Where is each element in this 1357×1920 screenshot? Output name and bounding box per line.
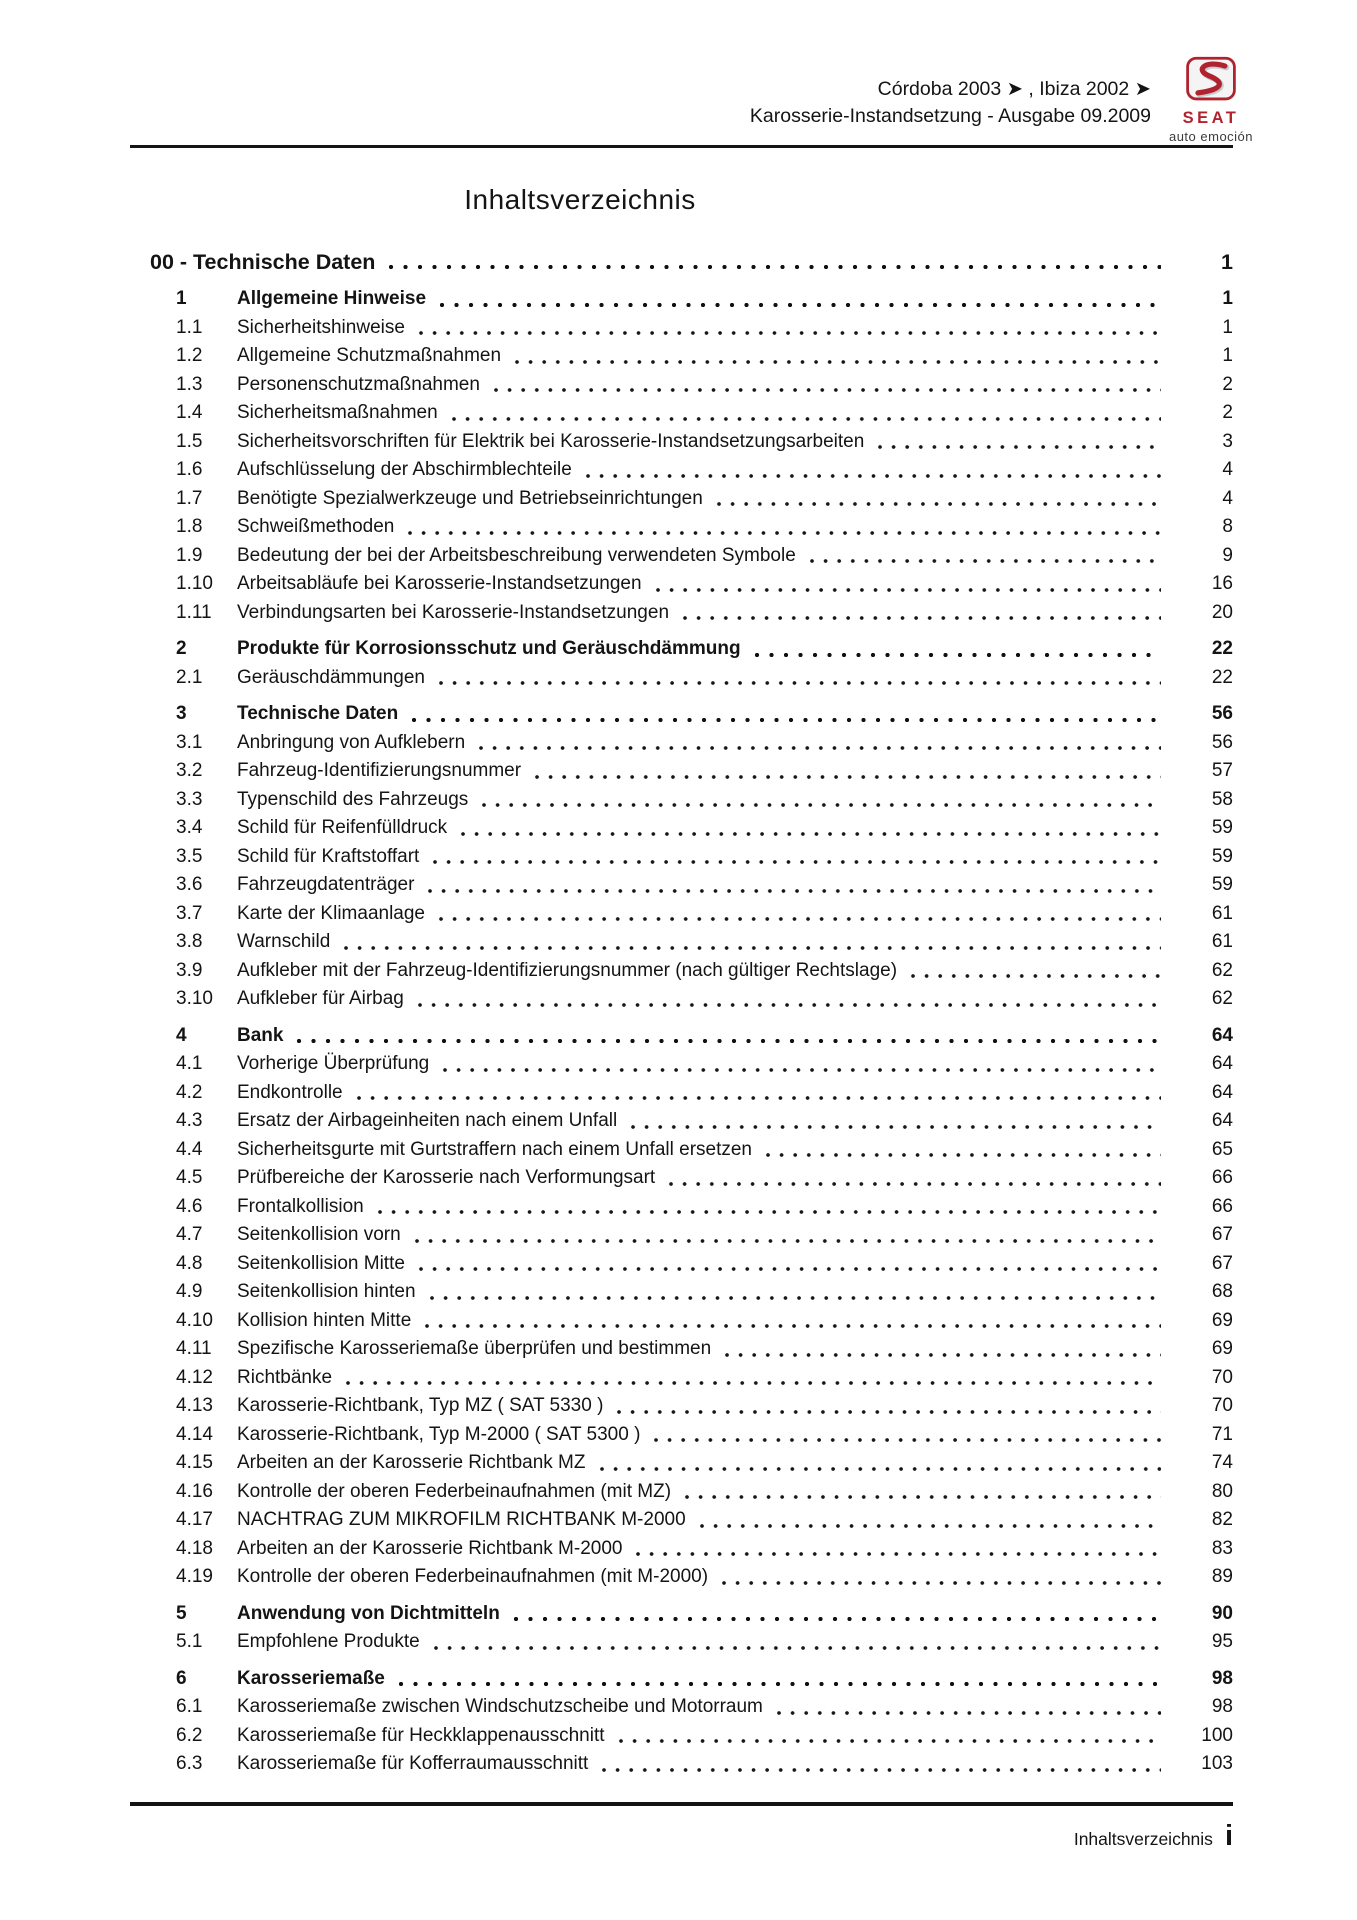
toc-entry-title: Empfohlene Produkte bbox=[237, 1631, 420, 1652]
dot-leader bbox=[683, 616, 1161, 620]
dot-leader bbox=[911, 974, 1161, 978]
toc-row bbox=[130, 1421, 1233, 1450]
toc-entry-page: 20 bbox=[1211, 601, 1233, 623]
toc-entry-number: 3.6 bbox=[176, 874, 203, 895]
toc-entry-number: 4.13 bbox=[176, 1395, 213, 1416]
toc-entry-page: 83 bbox=[1211, 1537, 1233, 1559]
toc-entry-number: 1.9 bbox=[176, 544, 203, 566]
dot-leader bbox=[479, 746, 1161, 750]
dot-leader bbox=[777, 1711, 1161, 1715]
toc-row bbox=[130, 285, 1233, 314]
toc-chapter-label: 00 - Technische Daten bbox=[150, 250, 376, 274]
toc-entry-page: 59 bbox=[1211, 874, 1233, 895]
dot-leader bbox=[452, 417, 1161, 421]
toc-entry-title: Sicherheitsgurte mit Gurtstraffern nach einem Unfall ersetzen bbox=[237, 1138, 752, 1160]
toc-entry-page: 61 bbox=[1211, 931, 1233, 952]
toc-entry-title: Fahrzeug-Identifizierungsnummer bbox=[237, 760, 522, 781]
page-title: Inhaltsverzeichnis bbox=[464, 184, 696, 215]
dot-leader bbox=[755, 653, 1161, 657]
toc-entry-number: 5 bbox=[176, 1602, 187, 1624]
toc-entry-title: Verbindungsarten bei Karosserie-Instandsetzungen bbox=[237, 601, 670, 623]
toc-entry-number: 4.8 bbox=[176, 1252, 203, 1274]
toc-row bbox=[130, 456, 1233, 485]
toc-entry-title: Endkontrolle bbox=[237, 1081, 343, 1103]
toc-entry-page: 66 bbox=[1211, 1195, 1233, 1217]
toc-row bbox=[130, 342, 1233, 371]
page-footer bbox=[130, 1802, 1233, 1853]
toc-row bbox=[130, 729, 1233, 758]
toc-entry-page: 4 bbox=[1222, 487, 1233, 509]
dot-leader bbox=[700, 1524, 1161, 1528]
toc-entry-title: Kontrolle der oberen Federbeinaufnahmen (mit M-2000) bbox=[237, 1566, 709, 1587]
toc-entry-page: 57 bbox=[1211, 760, 1233, 781]
toc-row bbox=[130, 700, 1233, 729]
dot-leader bbox=[430, 1296, 1161, 1300]
page bbox=[130, 0, 1254, 1779]
dot-leader bbox=[428, 889, 1161, 893]
toc-entry-page: 62 bbox=[1211, 959, 1233, 981]
toc-entry-number: 4.10 bbox=[176, 1309, 213, 1331]
toc-row bbox=[130, 1136, 1233, 1165]
toc-entry-number: 4.6 bbox=[176, 1195, 203, 1217]
footer-page-number: i bbox=[1224, 1820, 1233, 1852]
toc-entry-title: Typenschild des Fahrzeugs bbox=[237, 788, 469, 810]
dot-leader bbox=[433, 860, 1161, 864]
toc-entry-title: Vorherige Überprüfung bbox=[237, 1053, 430, 1074]
seat-s-icon bbox=[1185, 56, 1237, 107]
toc-entry-number: 1.7 bbox=[176, 487, 203, 509]
toc-entry-title: NACHTRAG ZUM MIKROFILM RICHTBANK M-2000 bbox=[237, 1509, 686, 1530]
toc-entry-page: 56 bbox=[1211, 703, 1233, 724]
dot-leader bbox=[346, 1381, 1161, 1385]
toc-entry-number: 1.4 bbox=[176, 402, 203, 423]
toc-entry-title: Seitenkollision hinten bbox=[237, 1281, 416, 1302]
dot-leader bbox=[399, 1682, 1161, 1686]
toc-row bbox=[130, 1335, 1233, 1364]
toc-entry-title: Richtbänke bbox=[237, 1366, 333, 1388]
toc-row bbox=[130, 1050, 1233, 1079]
toc-row bbox=[130, 513, 1233, 542]
toc-row bbox=[130, 1665, 1233, 1694]
toc-entry-page: 56 bbox=[1211, 731, 1233, 753]
dot-leader bbox=[357, 1096, 1161, 1100]
dot-leader bbox=[461, 832, 1161, 836]
toc-row bbox=[130, 1449, 1233, 1478]
toc-entry-page: 8 bbox=[1222, 516, 1233, 537]
toc-row bbox=[130, 599, 1233, 628]
dot-leader bbox=[654, 1438, 1161, 1442]
toc-entry-number: 1.1 bbox=[176, 316, 203, 338]
toc-entry-number: 4 bbox=[176, 1024, 187, 1046]
toc-entry-title: Prüfbereiche der Karosserie nach Verformungsart bbox=[237, 1167, 656, 1188]
toc-entry-title: Karosseriemaße bbox=[237, 1667, 385, 1689]
dot-leader bbox=[636, 1552, 1161, 1556]
toc-entry-title: Benötigte Spezialwerkzeuge und Betriebseinrichtungen bbox=[237, 487, 703, 509]
dot-leader bbox=[669, 1182, 1161, 1186]
toc-entry-number: 6.2 bbox=[176, 1724, 203, 1746]
toc-row bbox=[130, 428, 1233, 457]
toc-row bbox=[130, 1221, 1233, 1250]
dot-leader bbox=[514, 1617, 1161, 1621]
toc-entry-number: 6.1 bbox=[176, 1696, 203, 1717]
dot-leader bbox=[440, 303, 1161, 307]
toc-entry-page: 4 bbox=[1222, 459, 1233, 480]
dot-leader bbox=[425, 1324, 1161, 1328]
dot-leader bbox=[439, 681, 1161, 685]
toc-entry-page: 59 bbox=[1211, 845, 1233, 867]
dot-leader bbox=[722, 1581, 1161, 1585]
toc-entry-number: 2.1 bbox=[176, 666, 203, 688]
toc-entry-number: 3.10 bbox=[176, 988, 213, 1009]
toc-entry-number: 1.6 bbox=[176, 459, 203, 480]
toc-entry-number: 1.2 bbox=[176, 345, 203, 366]
toc-entry-number: 4.17 bbox=[176, 1509, 213, 1530]
toc-row bbox=[130, 1307, 1233, 1336]
toc-entry-page: 82 bbox=[1211, 1509, 1233, 1530]
toc-entry-page: 1 bbox=[1222, 345, 1233, 366]
dot-leader bbox=[297, 1039, 1161, 1043]
dot-leader bbox=[415, 1239, 1161, 1243]
dot-leader bbox=[482, 803, 1161, 807]
toc-row bbox=[130, 1193, 1233, 1222]
toc-entry-number: 4.1 bbox=[176, 1053, 203, 1074]
toc-entry-title: Aufkleber für Airbag bbox=[237, 988, 404, 1009]
toc-row bbox=[130, 1278, 1233, 1307]
toc-entry-page: 103 bbox=[1201, 1753, 1233, 1774]
dot-leader bbox=[419, 1267, 1161, 1271]
toc-entry-title: Kollision hinten Mitte bbox=[237, 1309, 412, 1331]
dot-leader bbox=[586, 474, 1161, 478]
dot-leader bbox=[725, 1353, 1161, 1357]
toc-entry-title: Anwendung von Dichtmitteln bbox=[237, 1602, 500, 1624]
toc-entry-title: Arbeiten an der Karosserie Richtbank M-2000 bbox=[237, 1537, 623, 1559]
toc-entry-title: Produkte für Korrosionsschutz und Geräuschdämmung bbox=[237, 638, 741, 659]
toc-entry-title: Sicherheitshinweise bbox=[237, 316, 405, 338]
toc-entry-title: Karosserie-Richtbank, Typ MZ ( SAT 5330 ) bbox=[237, 1395, 604, 1416]
toc-entry-number: 1.3 bbox=[176, 373, 203, 395]
toc-entry-title: Seitenkollision Mitte bbox=[237, 1252, 405, 1274]
toc-entry-page: 70 bbox=[1211, 1366, 1233, 1388]
toc-row bbox=[130, 1693, 1233, 1722]
toc-entry-page: 95 bbox=[1211, 1631, 1233, 1652]
toc-entry-number: 4.19 bbox=[176, 1566, 213, 1587]
header-doc-line: Karosserie-Instandsetzung - Ausgabe 09.2009 bbox=[749, 105, 1151, 127]
dot-leader bbox=[434, 1646, 1161, 1650]
toc-entry-page: 90 bbox=[1211, 1602, 1233, 1624]
dot-leader bbox=[378, 1210, 1161, 1214]
toc-entry-number: 3.1 bbox=[176, 731, 203, 753]
toc-row bbox=[130, 1722, 1233, 1751]
toc-entry-page: 64 bbox=[1211, 1024, 1233, 1046]
toc-entry-number: 1 bbox=[176, 288, 187, 309]
toc-entry-title: Allgemeine Hinweise bbox=[237, 288, 427, 309]
toc-entry-number: 4.7 bbox=[176, 1224, 203, 1245]
toc-row bbox=[130, 1535, 1233, 1564]
toc-row bbox=[130, 1392, 1233, 1421]
toc-entry-page: 98 bbox=[1211, 1667, 1233, 1689]
dot-leader bbox=[494, 388, 1161, 392]
seat-brand-text: SEAT bbox=[1182, 109, 1240, 127]
toc-entry-number: 3.2 bbox=[176, 760, 203, 781]
dot-leader bbox=[535, 775, 1161, 779]
toc-entry-number: 5.1 bbox=[176, 1631, 203, 1652]
toc-row bbox=[130, 786, 1233, 815]
toc-row bbox=[130, 871, 1233, 900]
toc-row bbox=[130, 757, 1233, 786]
toc-entry-page: 22 bbox=[1211, 638, 1233, 659]
toc-entry-page: 98 bbox=[1211, 1696, 1233, 1717]
toc-entry-page: 69 bbox=[1211, 1338, 1233, 1359]
toc-entry-title: Aufkleber mit der Fahrzeug-Identifizierungsnummer (nach gültiger Rechtslage) bbox=[237, 959, 898, 981]
dot-leader bbox=[619, 1739, 1161, 1743]
toc-entry-number: 3.4 bbox=[176, 817, 203, 838]
toc-entry-title: Ersatz der Airbageinheiten nach einem Unfall bbox=[237, 1110, 618, 1131]
dot-leader bbox=[810, 559, 1161, 563]
toc-row bbox=[130, 635, 1233, 664]
toc-entry-number: 4.3 bbox=[176, 1110, 203, 1131]
toc-entry-title: Technische Daten bbox=[237, 703, 399, 724]
toc-entry-page: 2 bbox=[1222, 402, 1233, 423]
footer-section-label: Inhaltsverzeichnis bbox=[1073, 1829, 1213, 1849]
toc-row bbox=[130, 1079, 1233, 1108]
toc-entry-page: 22 bbox=[1211, 666, 1233, 688]
toc-entry-page: 70 bbox=[1211, 1395, 1233, 1416]
toc-entry-number: 6.3 bbox=[176, 1753, 203, 1774]
toc-entry-number: 4.9 bbox=[176, 1281, 203, 1302]
toc-entry-number: 4.5 bbox=[176, 1167, 203, 1188]
toc-entry-number: 1.11 bbox=[176, 601, 212, 623]
toc-entry-title: Karosseriemaße zwischen Windschutzscheibe und Motorraum bbox=[237, 1696, 763, 1717]
toc-entry-page: 69 bbox=[1211, 1309, 1233, 1331]
toc-entry-title: Arbeitsabläufe bei Karosserie-Instandsetzungen bbox=[237, 573, 642, 594]
toc-row bbox=[130, 664, 1233, 693]
toc-row bbox=[130, 843, 1233, 872]
toc-row bbox=[130, 985, 1233, 1014]
toc-row bbox=[130, 1164, 1233, 1193]
toc-entry-title: Seitenkollision vorn bbox=[237, 1224, 401, 1245]
toc-row bbox=[130, 1750, 1233, 1779]
toc-entry-page: 64 bbox=[1211, 1081, 1233, 1103]
toc-list bbox=[130, 247, 1233, 1779]
dot-leader bbox=[344, 946, 1161, 950]
dot-leader bbox=[389, 265, 1161, 269]
toc-entry-page: 80 bbox=[1211, 1480, 1233, 1502]
toc-entry-page: 71 bbox=[1211, 1423, 1233, 1445]
toc-entry-number: 3.5 bbox=[176, 845, 203, 867]
toc-row bbox=[130, 570, 1233, 599]
dot-leader bbox=[419, 331, 1161, 335]
toc-row bbox=[130, 957, 1233, 986]
header-rule bbox=[130, 145, 1233, 148]
toc-row bbox=[130, 1563, 1233, 1592]
toc-row bbox=[130, 1107, 1233, 1136]
toc-entry-number: 4.14 bbox=[176, 1423, 213, 1445]
toc-entry-title: Frontalkollision bbox=[237, 1195, 364, 1217]
toc-entry-title: Schweißmethoden bbox=[237, 516, 395, 537]
toc-entry-title: Allgemeine Schutzmaßnahmen bbox=[237, 345, 502, 366]
toc-entry-number: 1.5 bbox=[176, 430, 203, 452]
toc-entry-title: Fahrzeugdatenträger bbox=[237, 874, 415, 895]
toc-row bbox=[130, 1506, 1233, 1535]
toc-entry-number: 6 bbox=[176, 1667, 187, 1689]
toc-entry-number: 1.10 bbox=[176, 573, 213, 594]
toc-entry-title: Warnschild bbox=[237, 931, 331, 952]
toc-entry-page: 3 bbox=[1222, 430, 1233, 452]
header-model-line: Córdoba 2003 ➤ , Ibiza 2002 ➤ bbox=[877, 78, 1151, 100]
dot-leader bbox=[878, 445, 1161, 449]
toc-row bbox=[130, 1600, 1233, 1629]
toc-entry-number: 3.8 bbox=[176, 931, 203, 952]
dot-leader bbox=[617, 1410, 1161, 1414]
toc-entry-page: 64 bbox=[1211, 1053, 1233, 1074]
toc-entry-page: 1 bbox=[1221, 250, 1233, 274]
toc-entry-title: Sicherheitsmaßnahmen bbox=[237, 402, 438, 423]
toc-entry-page: 64 bbox=[1211, 1110, 1233, 1131]
toc-row bbox=[130, 1628, 1233, 1657]
toc-entry-title: Geräuschdämmungen bbox=[237, 666, 425, 688]
header-text bbox=[130, 76, 1233, 130]
toc-row bbox=[130, 900, 1233, 929]
toc-entry-number: 4.18 bbox=[176, 1537, 213, 1559]
toc-row bbox=[130, 247, 1233, 277]
toc-entry-page: 65 bbox=[1211, 1138, 1233, 1160]
toc-entry-number: 4.15 bbox=[176, 1452, 213, 1473]
toc-entry-number: 4.4 bbox=[176, 1138, 203, 1160]
toc-entry-title: Bedeutung der bei der Arbeitsbeschreibung verwendeten Symbole bbox=[237, 544, 796, 566]
dot-leader bbox=[443, 1068, 1161, 1072]
toc-entry-page: 1 bbox=[1222, 316, 1233, 338]
dot-leader bbox=[600, 1467, 1162, 1471]
toc-row bbox=[130, 1478, 1233, 1507]
toc-row bbox=[130, 542, 1233, 571]
dot-leader bbox=[766, 1153, 1161, 1157]
page-header bbox=[130, 0, 1254, 144]
toc-row bbox=[130, 1022, 1233, 1051]
toc-entry-page: 100 bbox=[1201, 1724, 1233, 1746]
toc-entry-title: Karosserie-Richtbank, Typ M-2000 ( SAT 5300 ) bbox=[237, 1423, 641, 1445]
toc-entry-number: 1.8 bbox=[176, 516, 203, 537]
dot-leader bbox=[408, 531, 1161, 535]
toc-entry-title: Aufschlüsselung der Abschirmblechteile bbox=[237, 459, 572, 480]
toc-entry-number: 2 bbox=[176, 638, 187, 659]
toc-entry-title: Bank bbox=[237, 1024, 284, 1046]
toc-entry-page: 67 bbox=[1211, 1224, 1233, 1245]
footer-rule bbox=[130, 1802, 1233, 1806]
toc-entry-page: 58 bbox=[1211, 788, 1233, 810]
toc-entry-page: 62 bbox=[1211, 988, 1233, 1009]
toc-entry-title: Anbringung von Aufklebern bbox=[237, 731, 466, 753]
dot-leader bbox=[602, 1768, 1161, 1772]
toc-entry-page: 2 bbox=[1222, 373, 1233, 395]
toc-entry-title: Sicherheitsvorschriften für Elektrik bei Karosserie-Instandsetzungsarbeiten bbox=[237, 430, 865, 452]
toc-entry-page: 61 bbox=[1211, 902, 1233, 924]
dot-leader bbox=[412, 718, 1161, 722]
toc-row bbox=[130, 485, 1233, 514]
toc-entry-title: Spezifische Karosseriemaße überprüfen und bestimmen bbox=[237, 1338, 712, 1359]
toc-entry-title: Kontrolle der oberen Federbeinaufnahmen (mit MZ) bbox=[237, 1480, 672, 1502]
toc-entry-page: 74 bbox=[1211, 1452, 1233, 1473]
toc-entry-page: 67 bbox=[1211, 1252, 1233, 1274]
toc-entry-title: Personenschutzmaßnahmen bbox=[237, 373, 480, 395]
toc-entry-number: 4.12 bbox=[176, 1366, 213, 1388]
toc-entry-title: Schild für Reifenfülldruck bbox=[237, 817, 448, 838]
seat-tagline: auto emoción bbox=[1168, 129, 1254, 144]
toc-entry-number: 3 bbox=[176, 703, 187, 724]
toc-row bbox=[130, 399, 1233, 428]
dot-leader bbox=[685, 1495, 1161, 1499]
toc-entry-page: 66 bbox=[1211, 1167, 1233, 1188]
toc-entry-title: Karosseriemaße für Kofferraumausschnitt bbox=[237, 1753, 589, 1774]
toc-entry-page: 16 bbox=[1211, 573, 1233, 594]
toc-entry-number: 3.7 bbox=[176, 902, 203, 924]
toc-entry-number: 4.16 bbox=[176, 1480, 213, 1502]
toc-entry-page: 9 bbox=[1222, 544, 1233, 566]
toc-row bbox=[130, 1250, 1233, 1279]
dot-leader bbox=[418, 1003, 1161, 1007]
toc-entry-title: Schild für Kraftstoffart bbox=[237, 845, 420, 867]
toc-entry-number: 4.2 bbox=[176, 1081, 203, 1103]
toc-row bbox=[130, 814, 1233, 843]
toc-row bbox=[130, 371, 1233, 400]
toc-row bbox=[130, 314, 1233, 343]
dot-leader bbox=[439, 917, 1161, 921]
dot-leader bbox=[717, 502, 1161, 506]
dot-leader bbox=[631, 1125, 1161, 1129]
dot-leader bbox=[656, 588, 1161, 592]
toc-entry-page: 68 bbox=[1211, 1281, 1233, 1302]
toc-row bbox=[130, 1364, 1233, 1393]
toc-entry-title: Arbeiten an der Karosserie Richtbank MZ bbox=[237, 1452, 586, 1473]
toc-entry-page: 89 bbox=[1211, 1566, 1233, 1587]
toc-row bbox=[130, 928, 1233, 957]
toc-entry-number: 3.3 bbox=[176, 788, 203, 810]
toc-entry-page: 59 bbox=[1211, 817, 1233, 838]
toc-entry-number: 3.9 bbox=[176, 959, 203, 981]
toc-entry-title: Karte der Klimaanlage bbox=[237, 902, 425, 924]
dot-leader bbox=[515, 360, 1161, 364]
toc-entry-page: 1 bbox=[1222, 288, 1233, 309]
toc-entry-title: Karosseriemaße für Heckklappenausschnitt bbox=[237, 1724, 605, 1746]
seat-logo bbox=[1159, 56, 1263, 144]
toc-entry-number: 4.11 bbox=[176, 1338, 212, 1359]
